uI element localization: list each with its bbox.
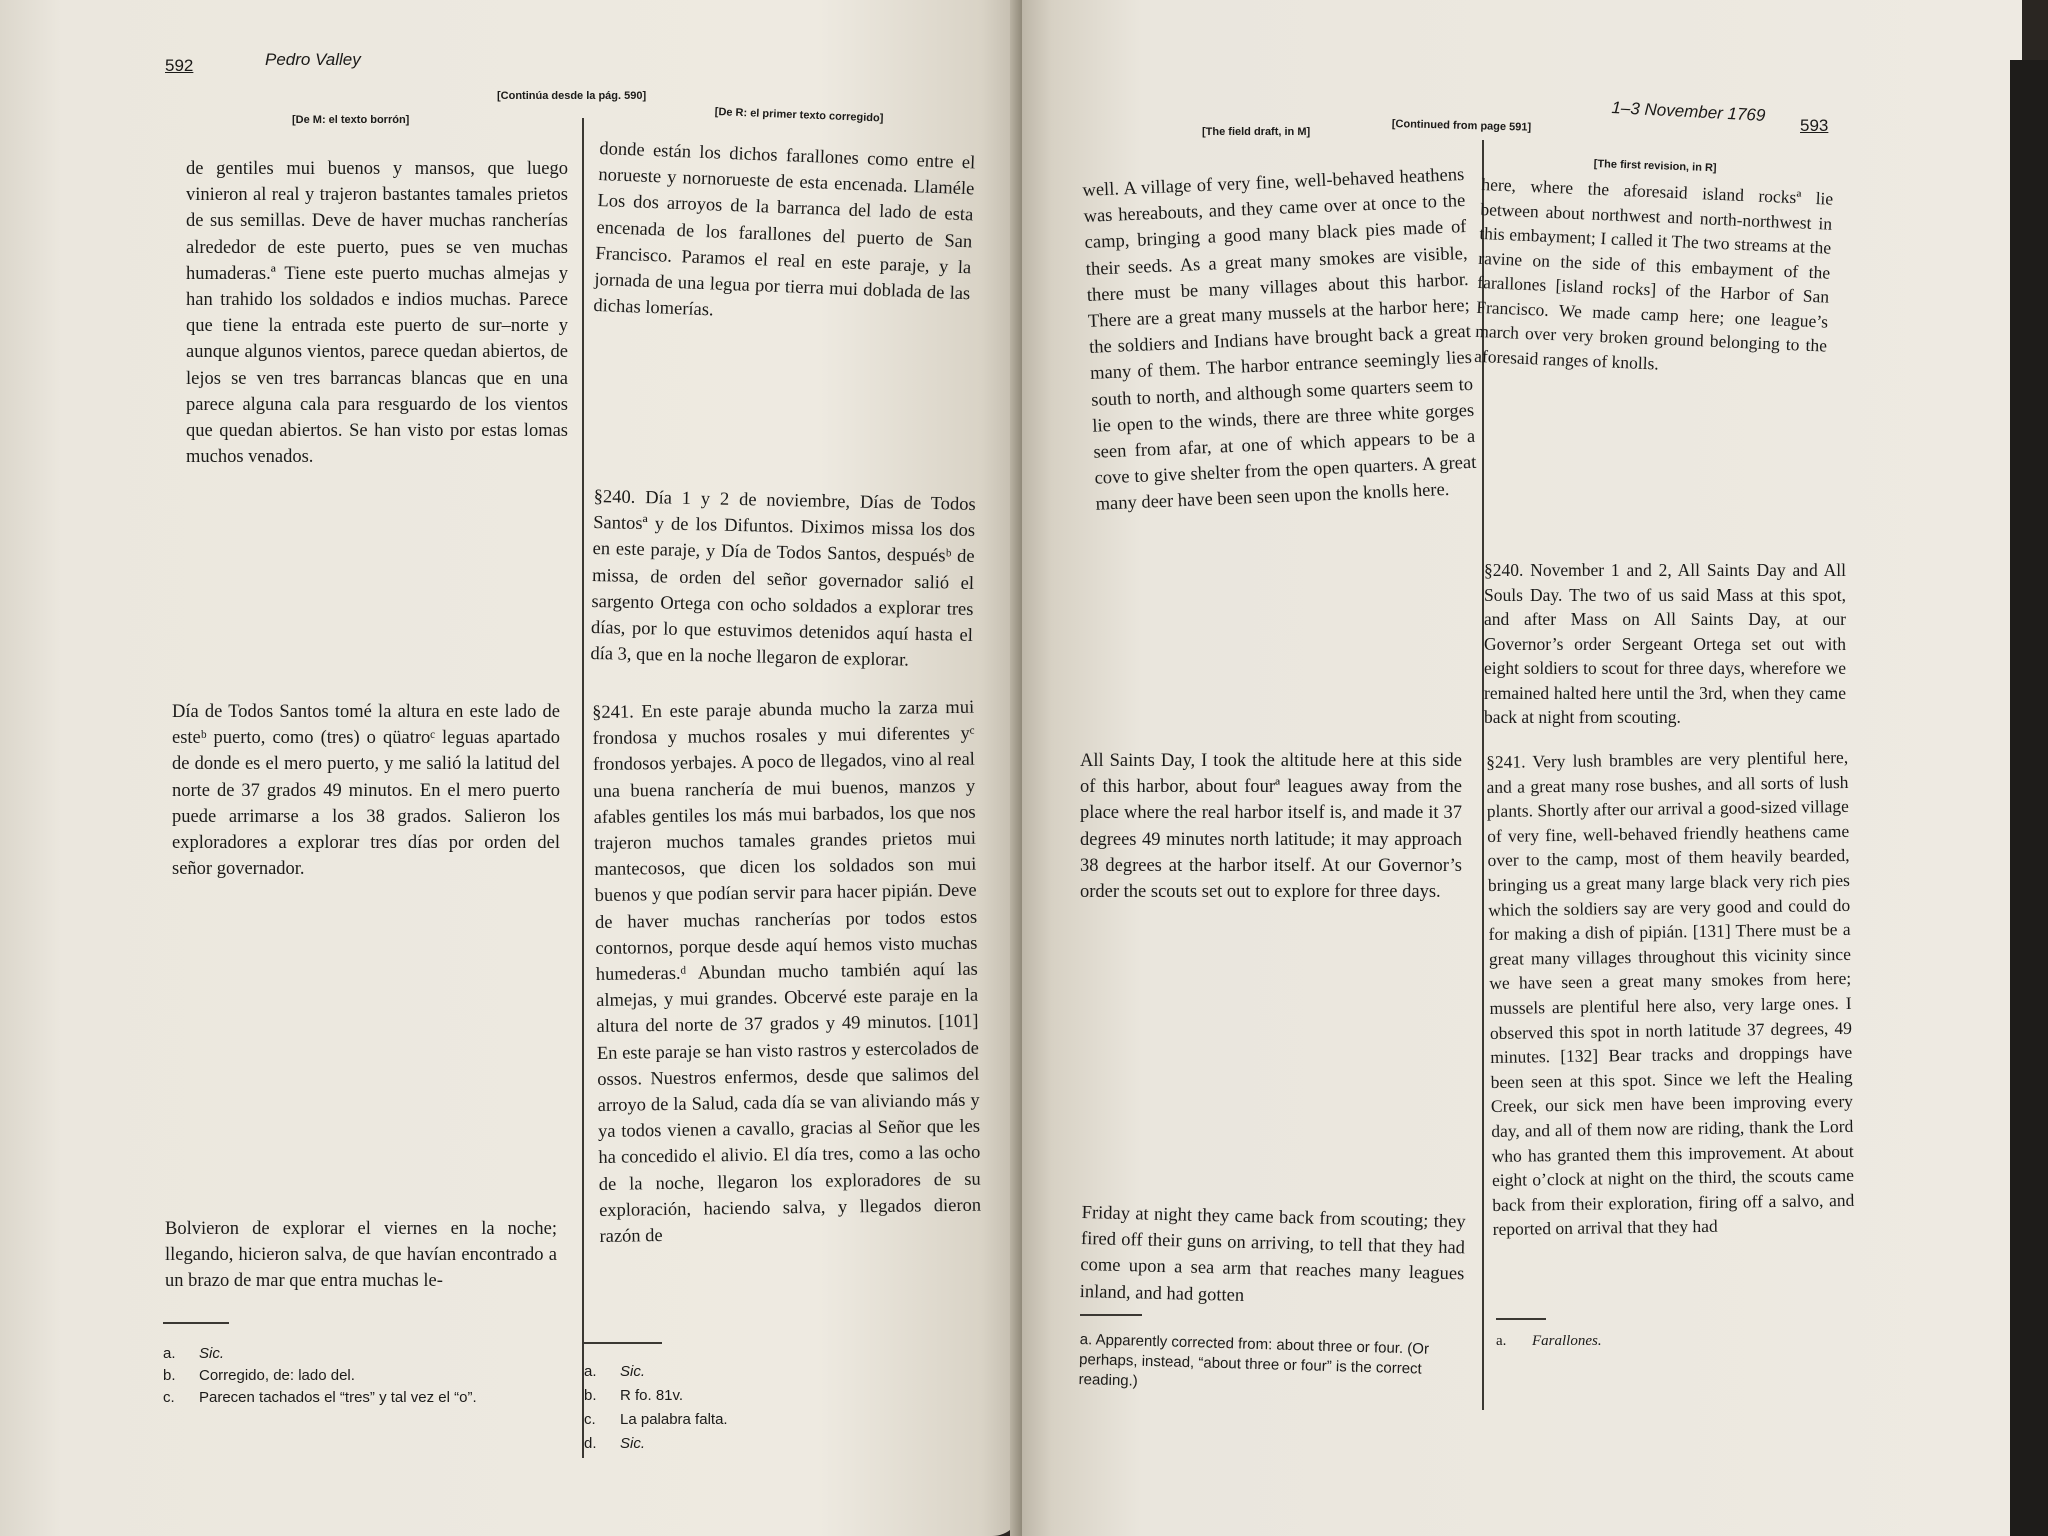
column-m-text-3 bbox=[165, 1216, 557, 1295]
column-revision-text bbox=[1474, 172, 1834, 383]
footnote-rule bbox=[1080, 1314, 1142, 1316]
paragraph: here, where the aforesaid island rocksª lie between about northwest and north-northwest in this embayment; I called it The two streams at the ravine on the side of this embayment of the farallones [island rocks] of the Harbor of San Francisco. We made camp here; one league’s march over very broken ground belonging to the aforesaid ranges of knolls. bbox=[1473, 173, 1834, 374]
paragraph: de gentiles mui buenos y mansos, que luego vinieron al real y trajeron bastantes tamales prietos de sus semillas. Deve de haver muchas rancherías alrededor de este puerto, pues se ven muchas humaderas.ª Tiene este puerto muchas almejas y han trahido los soldados e indios muchas. Parece que tiene la entrada este puerto de sur–norte y aunque algunos vientos, parece quedan abiertos, de lejos se ven tres barrancas blancas que en una parece alguna cala para resguardo de los vientos que quedan abiertos. Se han visto por estas lomas muchos venados. bbox=[186, 159, 568, 468]
column-r-text bbox=[593, 136, 976, 334]
continued-note-left: [Continúa desde la pág. 590] bbox=[497, 90, 647, 102]
paragraph: §240. Día 1 y 2 de noviembre, Días de Todos Santosª y de los Difuntos. Diximos missa los dos en este paraje, y Día de Todos Santos, despuésᵇ de missa, de orden del señor governador salió el sargento Ortega con ocho soldados a explorar tres días, por lo que estuvimos detenidos aquí hasta el día 3, que en la noche llegaron de explorar. bbox=[590, 486, 976, 671]
column-m-text-2 bbox=[172, 699, 560, 882]
paragraph: §241. Very lush brambles are very plentiful here, and a great many rose bushes, and all sorts of lush plants. Shortly after our arrival a good-sized village of very fine, well-behaved friendly heathens came over to the camp, most of them heavily bearded, bringing us a great many large black very rich pies which the soldiers say are very good and could do for making a dish of pipián. [131] There must be a great many villages throughout this vicinity since we have seen a great many smokes from here; mussels are plentiful here also, very large ones. I observed this spot in north latitude 37 degrees, 49 minutes. [132] Bear tracks and droppings have been seen at this spot. Since we left the Healing Creek, our sick men have been improving every day, and all of them now are riding, thank the Lord who has granted them this improvement. At about eight o’clock at night on the third, the scouts came back from their exploration, firing off a salvo, and reported on arrival that they had bbox=[1486, 746, 1855, 1240]
footnotes-m: a. Sic. b. Corregido, de: lado del. c. Parecen tachados el “tres” y tal vez el “o”. bbox=[163, 1345, 477, 1406]
footnotes-draft: a. Apparently corrected from: about three or four. (Or perhaps, instead, “about three or four” is the correct reading.) bbox=[1078, 1330, 1430, 1390]
paragraph: well. A village of very fine, well-behaved heathens was hereabouts, and they came over at once to the camp, bringing a good many black pies made of their seeds. As a great many smokes are visible, there must be many villages about this harbor. There are a great many mussels at the harbor here; the soldiers and Indians have brought back a great many of them. The harbor entrance seemingly lies south to north, and although some quarters seem to lie open to the winds, there are three white gorges seen from afar, at one of which appears to be a cove to give shelter from the open quarters. A great many deer have been seen upon the knolls here. bbox=[1082, 165, 1477, 516]
column-m-text bbox=[186, 156, 568, 470]
column-draft-text-3 bbox=[1079, 1200, 1465, 1314]
footnotes-revision: a. Farallones. bbox=[1496, 1333, 1602, 1349]
paragraph: §241. En este paraje abunda mucho la zarza mui frondosa y muchos rosales y mui diferentes yᶜ frondosos yerbajes. A poco de llegados, vino al real una buena ranchería de mui buenos, manzos y afables gentiles los más mui barbados, los que nos trajeron muchos tamales grandes prietos mui mantecosos, que dicen los soldados son mui buenos y que podían servir para hacer pipián. Deve de haver muchas rancherías por todos estos contornos, porque desde aquí hemos visto muchas humederas.ᵈ Abundan mucho también aquí las almejas, y mui grandes. Obcervé este paraje en la altura del norte de 37 grados y 49 minutos. [101] En este paraje se han visto rastros y estercolados de ossos. Nuestros enfermos, desde que salimos del arroyo de la Salud, cada día se van aliviando más y ya todos vienen a cavallo, gracias al Señor que les ha concedido el alivio. El día tres, como a las ocho de la noche, llegaron los exploradores de su exploración, haciendo salva, y llegados dieron razón de bbox=[592, 697, 982, 1248]
footnote-rule bbox=[1496, 1318, 1546, 1320]
column-r-text-2 bbox=[590, 484, 976, 675]
paragraph: donde están los dichos farallones como entre el norueste y nornorueste de esta encenada. Llaméle Los dos arroyos de la barranca del lado de esta encenada de los farallones del puerto de San Francisco. Paramos el real en este paraje, y la jornada de una legua por tierra mui doblada de las dichas lomerías. bbox=[593, 138, 976, 321]
running-title-left: Pedro Valley bbox=[265, 50, 361, 69]
running-title-right: 1–3 November 1769 bbox=[1611, 98, 1766, 126]
column-header-field-draft: [The field draft, in M] bbox=[1202, 126, 1311, 138]
footnote-rule bbox=[584, 1342, 662, 1344]
column-r-text-3 bbox=[592, 695, 982, 1251]
continued-note-right: [Continued from page 591] bbox=[1391, 118, 1532, 134]
paragraph: Friday at night they came back from scouting; they fired off their guns on arriving, to tell that they had come upon a sea arm that reaches many leagues inland, and had gotten bbox=[1079, 1202, 1466, 1306]
column-draft-text bbox=[1082, 162, 1478, 518]
page-number-right: 593 bbox=[1800, 116, 1829, 135]
column-header-r: [De R: el primer texto corregido] bbox=[714, 106, 884, 125]
page-number-left: 592 bbox=[165, 56, 194, 75]
left-page bbox=[0, 0, 1022, 1536]
book-cover-edge bbox=[2010, 60, 2048, 1536]
column-header-first-revision: [The first revision, in R] bbox=[1593, 158, 1717, 175]
column-revision-text-3 bbox=[1486, 745, 1855, 1242]
column-divider bbox=[582, 118, 584, 1458]
column-draft-text-2 bbox=[1080, 748, 1462, 905]
paragraph: §240. November 1 and 2, All Saints Day and All Souls Day. The two of us said Mass at this spot, and after Mass on All Saints Day, at our Governor’s order Sergeant Ortega set out with eight soldiers to scout for three days, wherefore we remained halted here until the 3rd, when they came back at night from scouting. bbox=[1484, 560, 1846, 727]
paragraph: All Saints Day, I took the altitude here at this side of this harbor, about fourª leagues away from the place where the real harbor itself is, and made it 37 degrees 49 minutes north latitude; it may approach 38 degrees at the harbor itself. At our Governor’s order the scouts set out to explore for three days. bbox=[1080, 751, 1462, 903]
column-revision-text-2 bbox=[1484, 558, 1846, 730]
right-page bbox=[1022, 0, 2022, 1536]
paragraph: Día de Todos Santos tomé la altura en este lado de esteᵇ puerto, como (tres) o qüatroᶜ leguas apartado de donde es el mero puerto, y me salió la latitud del norte de 37 grados 49 minutos. En el mero puerto puede arrimarse a los 38 grados. Salieron los exploradores a explorar tres días por orden del señor governador. bbox=[172, 702, 560, 880]
footnote-rule bbox=[163, 1322, 229, 1324]
footnotes-r: a. Sic. b. R fo. 81v. c. La palabra falta. d. Sic. bbox=[584, 1363, 728, 1452]
column-header-m: [De M: el texto borrón] bbox=[292, 114, 410, 126]
paragraph: Bolvieron de explorar el viernes en la noche; llegando, hicieron salva, de que havían encontrado a un brazo de mar que entra muchas le- bbox=[165, 1219, 557, 1292]
